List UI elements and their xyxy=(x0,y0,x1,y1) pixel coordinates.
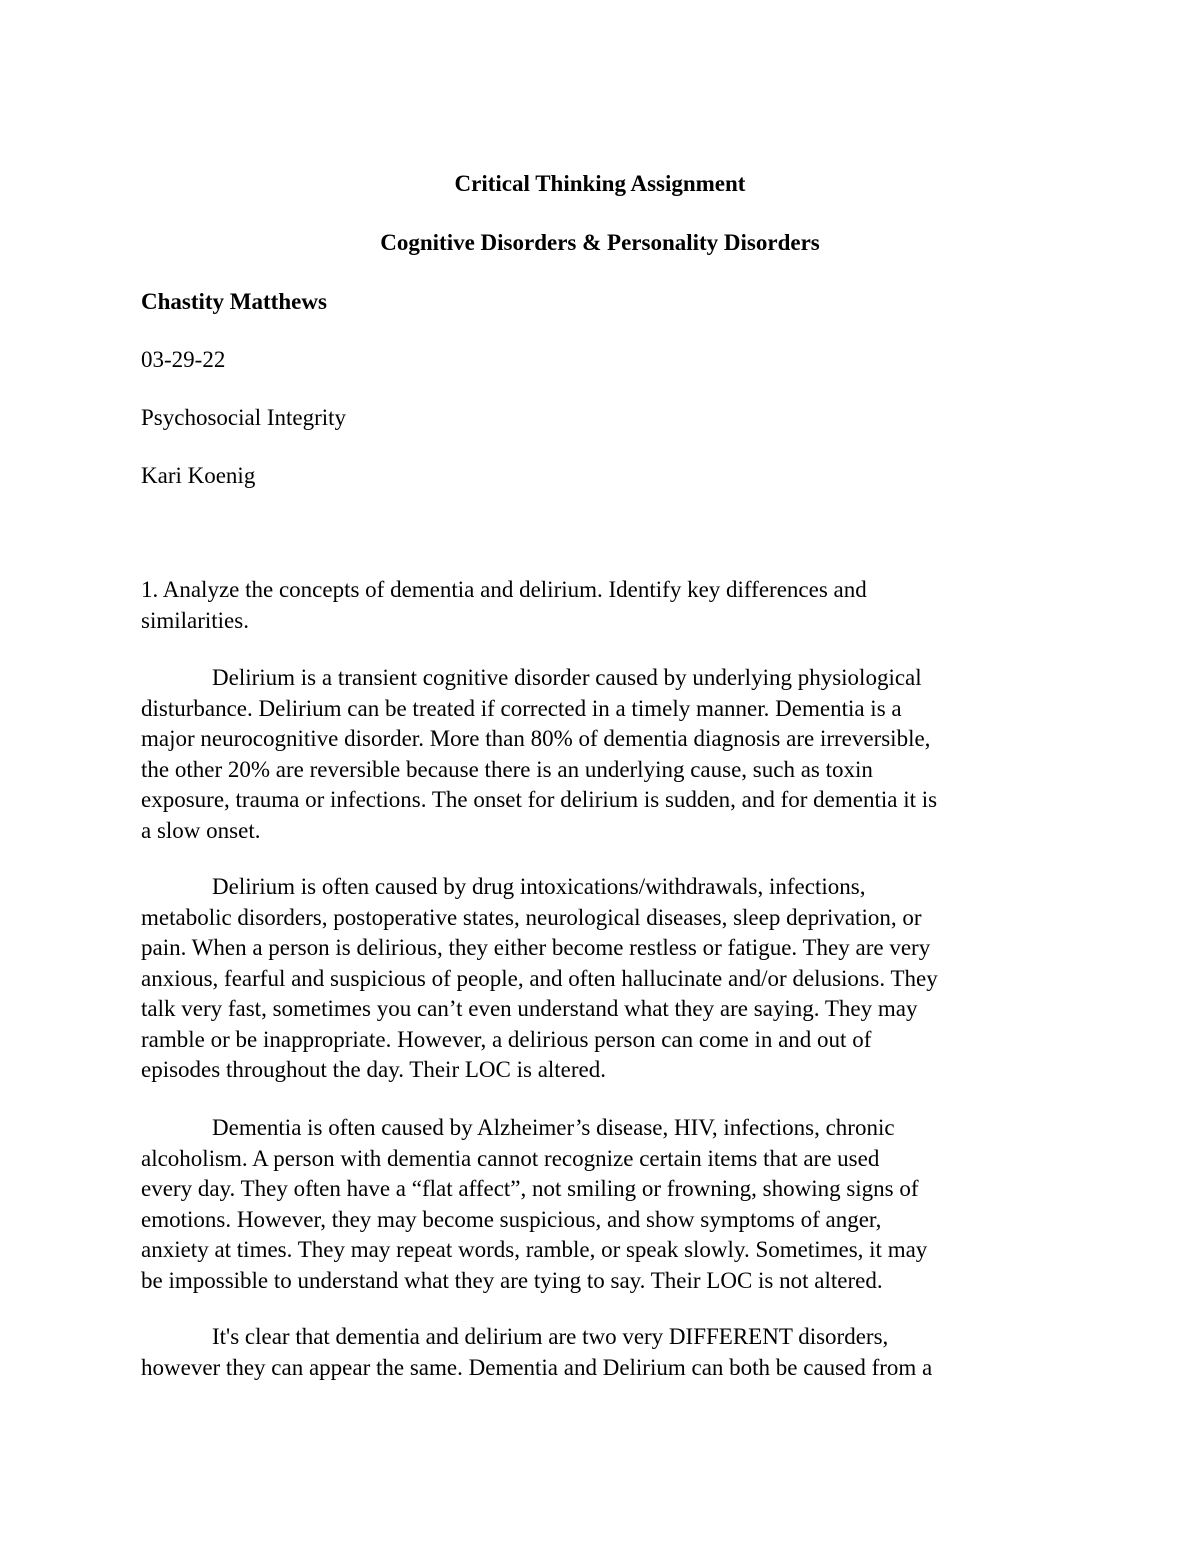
paragraph-delirium-causes xyxy=(141,872,1071,1086)
paragraph-line: talk very fast, sometimes you can’t even understand what they are saying. They may xyxy=(141,996,918,1021)
author-name: Chastity Matthews xyxy=(141,289,327,314)
question-prompt xyxy=(141,575,1071,636)
paragraph-line: It's clear that dementia and delirium are two very DIFFERENT disorders, xyxy=(212,1324,889,1349)
paragraph-line: metabolic disorders, postoperative states, neurological diseases, sleep deprivation, or xyxy=(141,904,922,930)
paragraph-line: ramble or be inappropriate. However, a delirious person can come in and out of xyxy=(141,1026,872,1052)
document-title: Critical Thinking Assignment xyxy=(454,171,746,196)
paragraph-line: a slow onset. xyxy=(141,817,261,843)
paragraph-line: be impossible to understand what they are tying to say. Their LOC is not altered. xyxy=(141,1267,883,1293)
paragraph-line: the other 20% are reversible because there is an underlying cause, such as toxin xyxy=(141,756,873,782)
paragraph-dementia-causes xyxy=(141,1113,1071,1296)
instructor-name: Kari Koenig xyxy=(141,463,256,488)
paragraph-line: disturbance. Delirium can be treated if corrected in a timely manner. Dementia is a xyxy=(141,695,902,721)
paragraph-line: anxious, fearful and suspicious of people, and often hallucinate and/or delusions. They xyxy=(141,965,938,991)
course-name: Psychosocial Integrity xyxy=(141,405,347,430)
paragraph-conclusion xyxy=(141,1322,1071,1383)
paragraph-line: however they can appear the same. Dementia and Delirium can both be caused from a xyxy=(141,1354,933,1380)
paragraph-line: Delirium is a transient cognitive disorder caused by underlying physiological xyxy=(212,665,922,690)
paragraph-line: exposure, trauma or infections. The onset for delirium is sudden, and for dementia it is xyxy=(141,787,938,812)
paragraph-line: emotions. However, they may become suspicious, and show symptoms of anger, xyxy=(141,1206,882,1232)
assignment-date: 03-29-22 xyxy=(141,347,226,372)
paragraph-line: every day. They often have a “flat affect”, not smiling or frowning, showing signs of xyxy=(141,1176,919,1201)
paragraph-line: anxiety at times. They may repeat words, ramble, or speak slowly. Sometimes, it may xyxy=(141,1237,928,1262)
paragraph-line: major neurocognitive disorder. More than 80% of dementia diagnosis are irreversible, xyxy=(141,726,931,751)
paragraph-delirium-vs-dementia xyxy=(141,663,1071,846)
paragraph-line: Delirium is often caused by drug intoxications/withdrawals, infections, xyxy=(212,874,866,899)
paragraph-line: alcoholism. A person with dementia cannot recognize certain items that are used xyxy=(141,1145,880,1171)
question-line: 1. Analyze the concepts of dementia and delirium. Identify key differences and xyxy=(141,577,867,602)
paragraph-line: Dementia is often caused by Alzheimer’s disease, HIV, infections, chronic xyxy=(212,1115,895,1140)
question-line: similarities. xyxy=(141,607,249,633)
document-subtitle: Cognitive Disorders & Personality Disorders xyxy=(380,230,820,255)
paragraph-line: pain. When a person is delirious, they either become restless or fatigue. They are very xyxy=(141,935,931,960)
paragraph-line: episodes throughout the day. Their LOC is altered. xyxy=(141,1057,607,1082)
